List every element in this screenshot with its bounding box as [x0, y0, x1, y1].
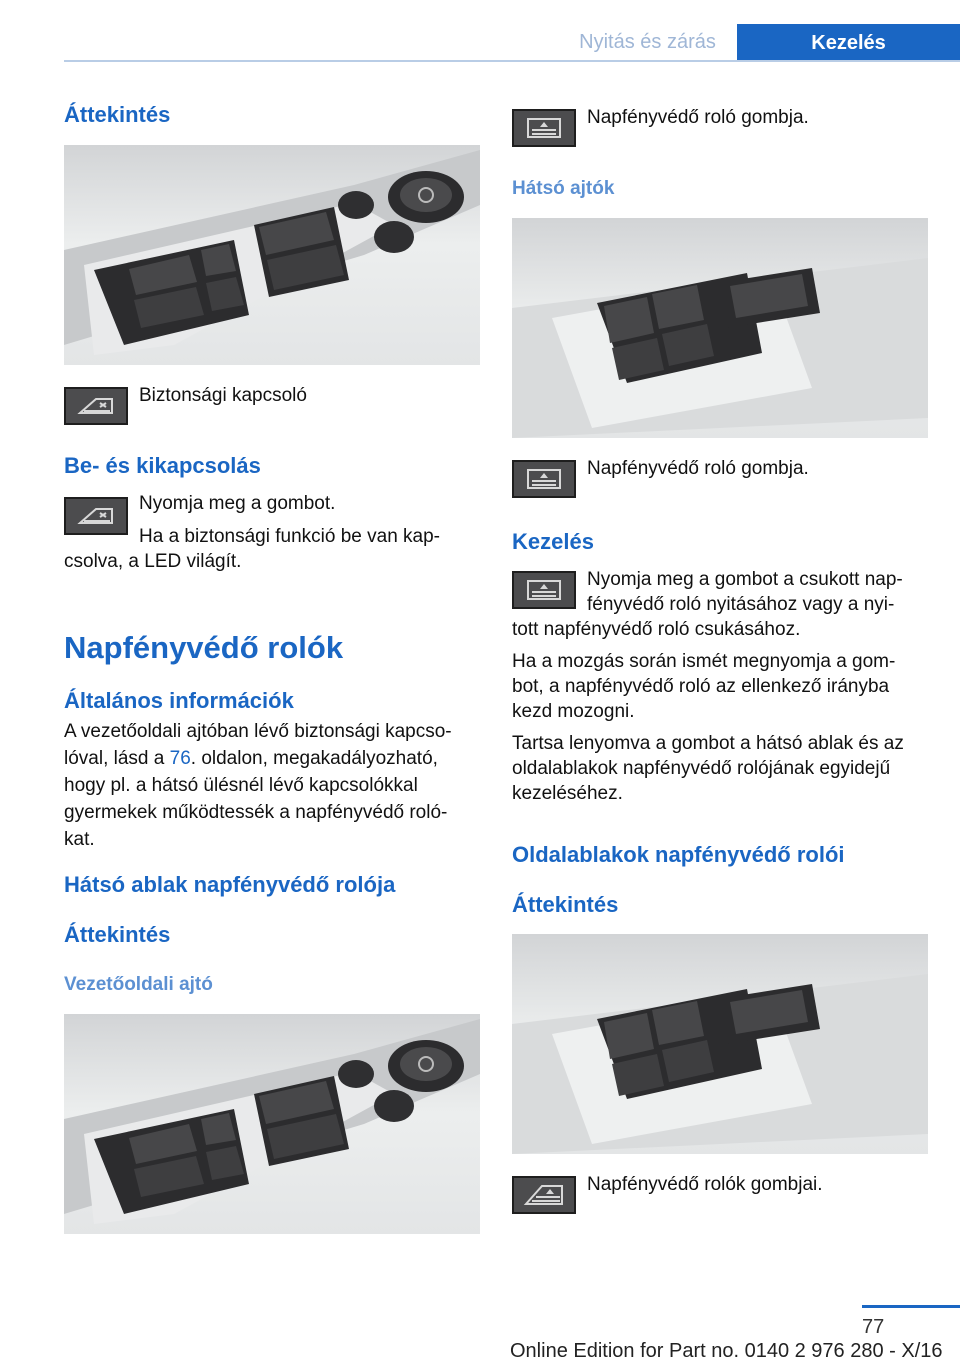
sunblind-rear-icon: [512, 109, 576, 147]
text-op-6: kezd mozogni.: [512, 701, 635, 722]
text-general-2b: . oldalon, megakadályozható,: [190, 748, 438, 769]
text-led-1: Ha a biztonsági funkció be van kap‐: [139, 526, 441, 547]
text-led-2: csolva, a LED világít.: [64, 551, 242, 572]
text-op-8: oldalablakok napfényvédő rolójának egyidejű: [512, 758, 891, 779]
page-link-76[interactable]: 76: [169, 748, 191, 769]
text-general-1: A vezetőoldali ajtóban lévő biztonsági kapcso‐: [64, 721, 452, 742]
text-op-9: kezeléséhez.: [512, 783, 623, 804]
text-op-4: Ha a mozgás során ismét megnyomja a gom‐: [512, 651, 896, 672]
text-op-2: fényvédő roló nyitásához vagy a nyi‐: [587, 594, 895, 615]
text-op-5: bot, a napfényvédő roló az ellenkező irányba: [512, 676, 890, 697]
text-general-3: hogy pl. a hátsó ülésnél lévő kapcsolókkal: [64, 775, 418, 796]
photo-rear-door-switches-2: [512, 934, 928, 1154]
window-lock-icon: [64, 387, 128, 425]
text-op-3: tott napfényvédő roló csukásához.: [512, 619, 801, 640]
text-op-1: Nyomja meg a gombot a csukott nap‐: [587, 569, 903, 590]
photo-rear-door-switches: [512, 218, 928, 438]
header-section-tab[interactable]: Nyitás és zárás: [579, 31, 716, 53]
heading-sunblinds: Napfényvédő rolók: [64, 630, 344, 665]
heading-rear-window-blind: Hátsó ablak napfényvédő rolója: [64, 872, 396, 897]
sunblind-side-icon: [512, 1176, 576, 1214]
heading-on-off: Be- és kikapcsolás: [64, 453, 261, 478]
sunblind-rear-icon: [512, 460, 576, 498]
heading-side-window-blinds: Oldalablakok napfényvédő rolói: [512, 842, 845, 867]
text-press-button: Nyomja meg a gombot.: [139, 493, 336, 514]
footer-edition: Online Edition for Part no. 0140 2 976 280 - X/16: [510, 1340, 943, 1362]
sunblind-rear-icon: [512, 571, 576, 609]
text-op-7: Tartsa lenyomva a gombot a hátsó ablak és az: [512, 733, 904, 754]
photo-driver-door-switches: [64, 145, 480, 365]
caption-blinds-buttons: Napfényvédő rolók gombjai.: [587, 1174, 823, 1195]
heading-rear-doors: Hátsó ajtók: [512, 178, 615, 199]
text-general-5: kat.: [64, 829, 95, 850]
heading-operation: Kezelés: [512, 529, 594, 554]
footer-rule: [862, 1305, 960, 1308]
window-lock-icon: [64, 497, 128, 535]
heading-overview-2: Áttekintés: [64, 922, 171, 947]
heading-overview: Áttekintés: [64, 102, 171, 127]
header-active-tab[interactable]: Kezelés: [737, 24, 960, 62]
text-general-4: gyermekek működtessék a napfényvédő roló‐: [64, 802, 448, 823]
photo-driver-door-switches-2: [64, 1014, 480, 1234]
page-number: 77: [862, 1316, 885, 1338]
heading-overview-3: Áttekintés: [512, 892, 619, 917]
heading-general-info: Általános információk: [64, 688, 294, 713]
caption-blind-button-1: Napfényvédő roló gombja.: [587, 107, 809, 128]
text-general-2a: lóval, lásd a: [64, 748, 170, 769]
heading-driver-door: Vezetőoldali ajtó: [64, 974, 213, 995]
text-general-2: [64, 745, 438, 772]
caption-blind-button-2: Napfényvédő roló gombja.: [587, 458, 809, 479]
header-rule: [64, 60, 960, 62]
caption-safety-switch: Biztonsági kapcsoló: [139, 385, 307, 406]
